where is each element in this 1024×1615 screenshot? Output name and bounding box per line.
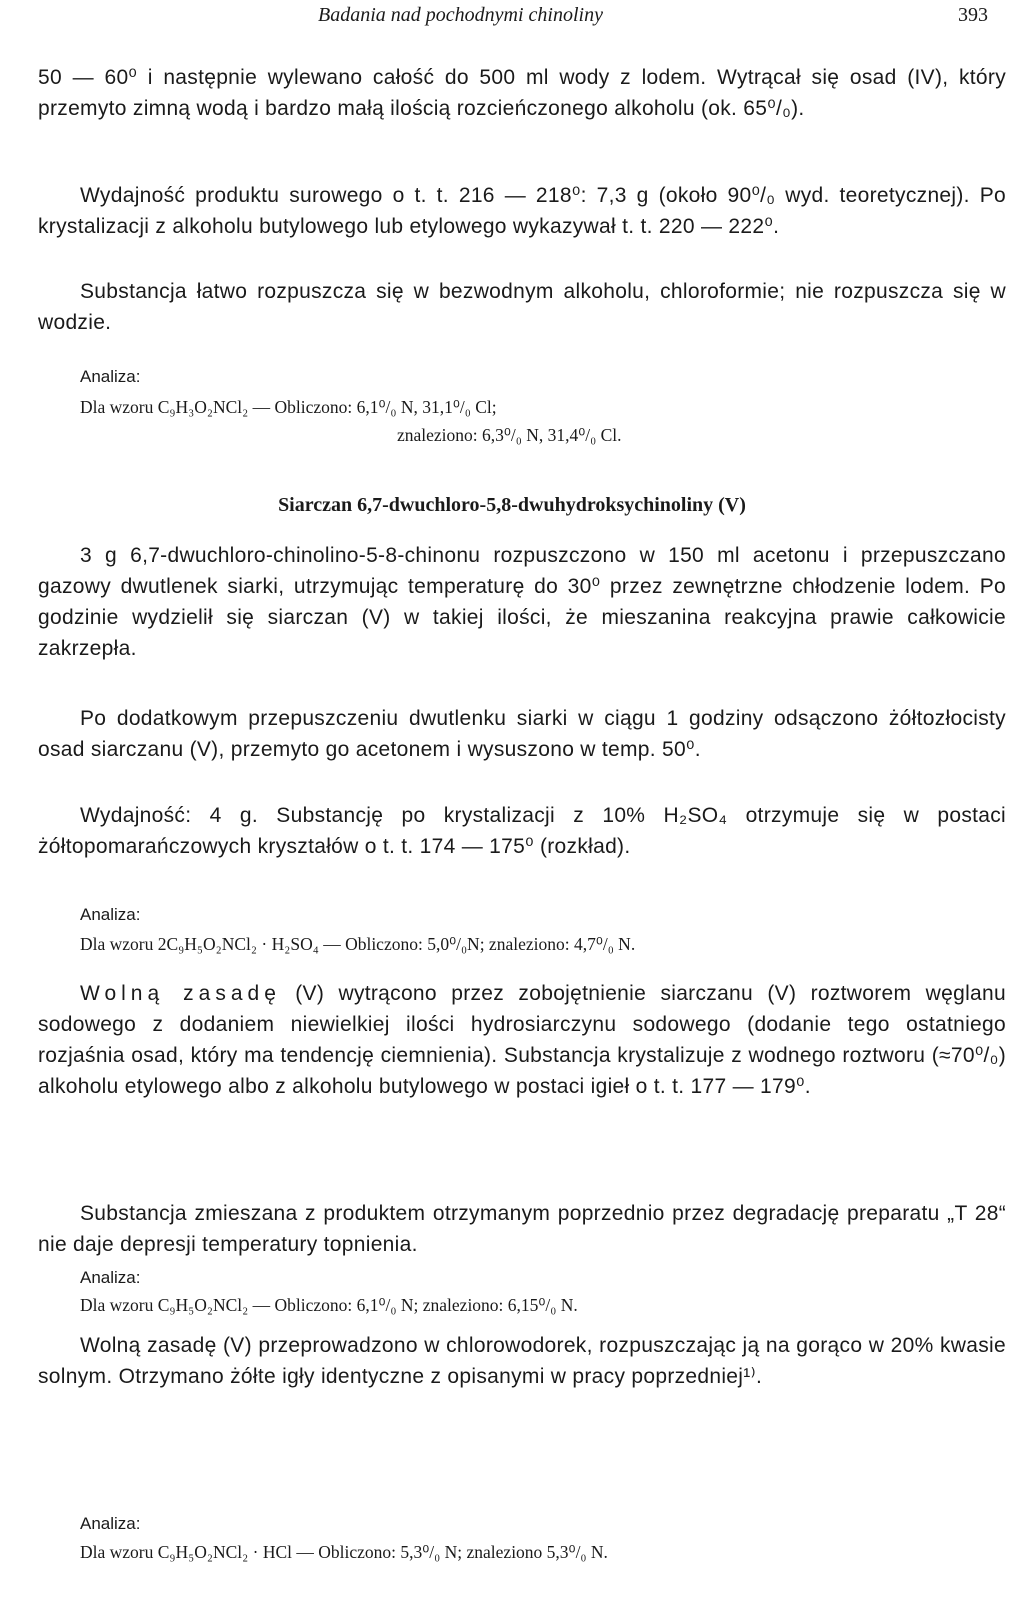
analysis-line-3: Dla wzoru C₉H₅O₂NCl₂ — Obliczono: 6,1⁰/₀ N; znaleziono: 6,15⁰/₀ N. [80,1295,578,1315]
analysis-line-4: Dla wzoru C₉H₅O₂NCl₂ · HCl — Obliczono: 5,3⁰/₀ N; znaleziono 5,3⁰/₀ N. [80,1542,608,1562]
analysis-line-1b: znaleziono: 6,3⁰/₀ N, 31,4⁰/₀ Cl. [397,425,622,445]
analysis-label-2: Analiza: [80,905,141,924]
page-number: 393 [958,4,988,26]
paragraph-comparison: Substancja zmieszana z produktem otrzymanym poprzednio przez degradację preparatu „T 28“ nie daje depresji temperatury topnienia. [38,1202,1006,1256]
paragraph-hydrochloride: Wolną zasadę (V) przeprowadzono w chlorowodorek, rozpuszczając ją na gorąco w 20% kwasie solnym. Otrzymano żółte igły identyczne z opisanymi w pracy poprzedniej¹⁾. [38,1334,1006,1388]
section-heading: Siarczan 6,7-dwuchloro-5,8-dwuhydroksychinoliny (V) [278,494,746,516]
paragraph-continuation: 50 — 60⁰ i następnie wylewano całość do 500 ml wody z lodem. Wytrącał się osad (IV), który przemyto zimną wodą i bardzo małą ilością rozcieńczonego alkoholu (ok. 65⁰/₀). [38,66,1006,120]
analysis-line-1a: Dla wzoru C₉H₃O₂NCl₂ — Obliczono: 6,1⁰/₀ N, 31,1⁰/₀ Cl; [80,397,497,417]
analysis-line-2: Dla wzoru 2C₉H₅O₂NCl₂ · H₂SO₄ — Obliczono: 5,0⁰/₀N; znaleziono: 4,7⁰/₀ N. [80,934,636,954]
analysis-label-4: Analiza: [80,1514,141,1533]
paragraph-crystallization: Wydajność: 4 g. Substancję po krystalizacji z 10% H₂SO₄ otrzymuje się w postaci żółtopomarańczowych kryształów o t. t. 174 — 175⁰ (rozkład). [38,804,1006,858]
analysis-label-3: Analiza: [80,1268,141,1287]
paragraph-filtration: Po dodatkowym przepuszczeniu dwutlenku siarki w ciągu 1 godziny odsączono żółtozłocisty osad siarczanu (V), przemyto go acetonem i wysuszono w temp. 50⁰. [38,707,1006,761]
spaced-emphasis: Wolną zasadę [80,982,281,1005]
page-header [0,4,1024,32]
paragraph-synthesis: 3 g 6,7-dwuchloro-chinolino-5-8-chinonu rozpuszczono w 150 ml acetonu i przepuszczano gazowy dwutlenek siarki, utrzymując temperaturę do 30⁰ przez zewnętrzne chłodzenie lodem. Po godzinie wydzielił się siarczan (V) w takiej ilości, że mieszanina reakcyjna prawie całkowicie zakrzepła. [38,544,1006,660]
paragraph-solubility: Substancja łatwo rozpuszcza się w bezwodnym alkoholu, chloroformie; nie rozpuszcza się w wodzie. [38,280,1006,334]
running-title: Badania nad pochodnymi chinoliny [318,4,603,26]
paragraph-free-base [38,978,1006,1102]
paragraph-free-base-text: (V) wytrącono przez zobojętnienie siarczanu (V) roztworem węglanu sodowego z dodaniem niewielkiej ilości hydrosiarczynu sodowego (dodanie tego ostatniego rozjaśnia osad, który ma tendencję ciemnienia). Substancja krystalizuje z wodnego roztworu (≈70⁰/₀) alkoholu etylowego albo z alkoholu butylowego w postaci igieł o t. t. 177 — 179⁰. [38,982,1006,1098]
analysis-label-1: Analiza: [80,367,141,386]
paragraph-yield: Wydajność produktu surowego o t. t. 216 — 218⁰: 7,3 g (około 90⁰/₀ wyd. teoretycznej). Po krystalizacji z alkoholu butylowego lub etylowego wykazywał t. t. 220 — 222⁰. [38,184,1006,238]
